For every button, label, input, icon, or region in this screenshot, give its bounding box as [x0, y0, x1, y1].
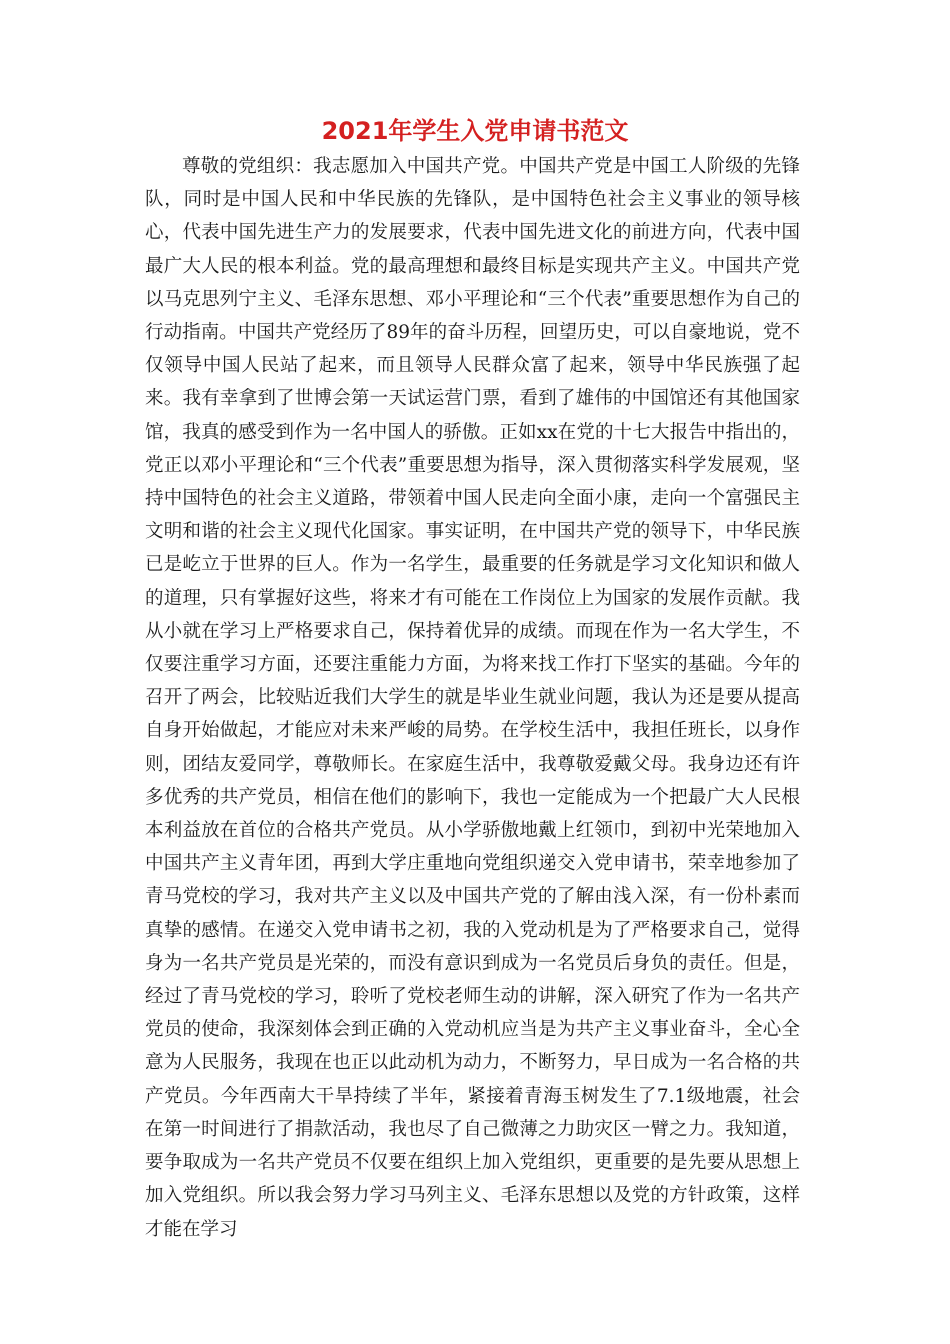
- document-body-paragraph: 尊敬的党组织：我志愿加入中国共产党。中国共产党是中国工人阶级的先锋队，同时是中国人民和中华民族的先锋队，是中国特色社会主义事业的领导核心，代表中国先进生产力的发展要求，代表中国先进文化的前进方向，代表中国最广大人民的根本利益。党的最高理想和最终目标是实现共产主义。中国共产党以马克思列宁主义、毛泽东思想、邓小平理论和“三个代表”重要思想作为自己的行动指南。中国共产党经历了89年的奋斗历程，回望历史，可以自豪地说，党不仅领导中国人民站了起来，而且领导人民群众富了起来，领导中华民族强了起来。我有幸拿到了世博会第一天试运营门票，看到了雄伟的中国馆还有其他国家馆，我真的感受到作为一名中国人的骄傲。正如xx在党的十七大报告中指出的，党正以邓小平理论和“三个代表”重要思想为指导，深入贯彻落实科学发展观，坚持中国特色的社会主义道路，带领着中国人民走向全面小康，走向一个富强民主文明和谐的社会主义现代化国家。事实证明，在中国共产党的领导下，中华民族已是屹立于世界的巨人。作为一名学生，最重要的任务就是学习文化知识和做人的道理，只有掌握好这些，将来才有可能在工作岗位上为国家的发展作贡献。我从小就在学习上严格要求自己，保持着优异的成绩。而现在作为一名大学生，不仅要注重学习方面，还要注重能力方面，为将来找工作打下坚实的基础。今年的召开了两会，比较贴近我们大学生的就是毕业生就业问题，我认为还是要从提高自身开始做起，才能应对未来严峻的局势。在学校生活中，我担任班长，以身作则，团结友爱同学，尊敬师长。在家庭生活中，我尊敬爱戴父母。我身边还有许多优秀的共产党员，相信在他们的影响下，我也一定能成为一个把最广大人民根本利益放在首位的合格共产党员。从小学骄傲地戴上红领巾，到初中光荣地加入中国共产主义青年团，再到大学庄重地向党组织递交入党申请书，荣幸地参加了青马党校的学习，我对共产主义以及中国共产党的了解由浅入深，有一份朴素而真挚的感情。在递交入党申请书之初，我的入党动机是为了严格要求自己，觉得身为一名共产党员是光荣的，而没有意识到成为一名党员后身负的责任。但是，经过了青马党校的学习，聆听了党校老师生动的讲解，深入研究了作为一名共产党员的使命，我深刻体会到正确的入党动机应当是为共产主义事业奋斗，全心全意为人民服务，我现在也正以此动机为动力，不断努力，早日成为一名合格的共产党员。今年西南大干旱持续了半年，紧接着青海玉树发生了7.1级地震，社会在第一时间进行了捐款活动，我也尽了自己微薄之力助灾区一臂之力。我知道，要争取成为一名共产党员不仅要在组织上加入党组织，更重要的是先要从思想上加入党组织。所以我会努力学习马列主义、毛泽东思想以及党的方针政策，这样才能在学习: [145, 156, 800, 1240]
- document-title: 2021年学生入党申请书范文: [321, 117, 629, 145]
